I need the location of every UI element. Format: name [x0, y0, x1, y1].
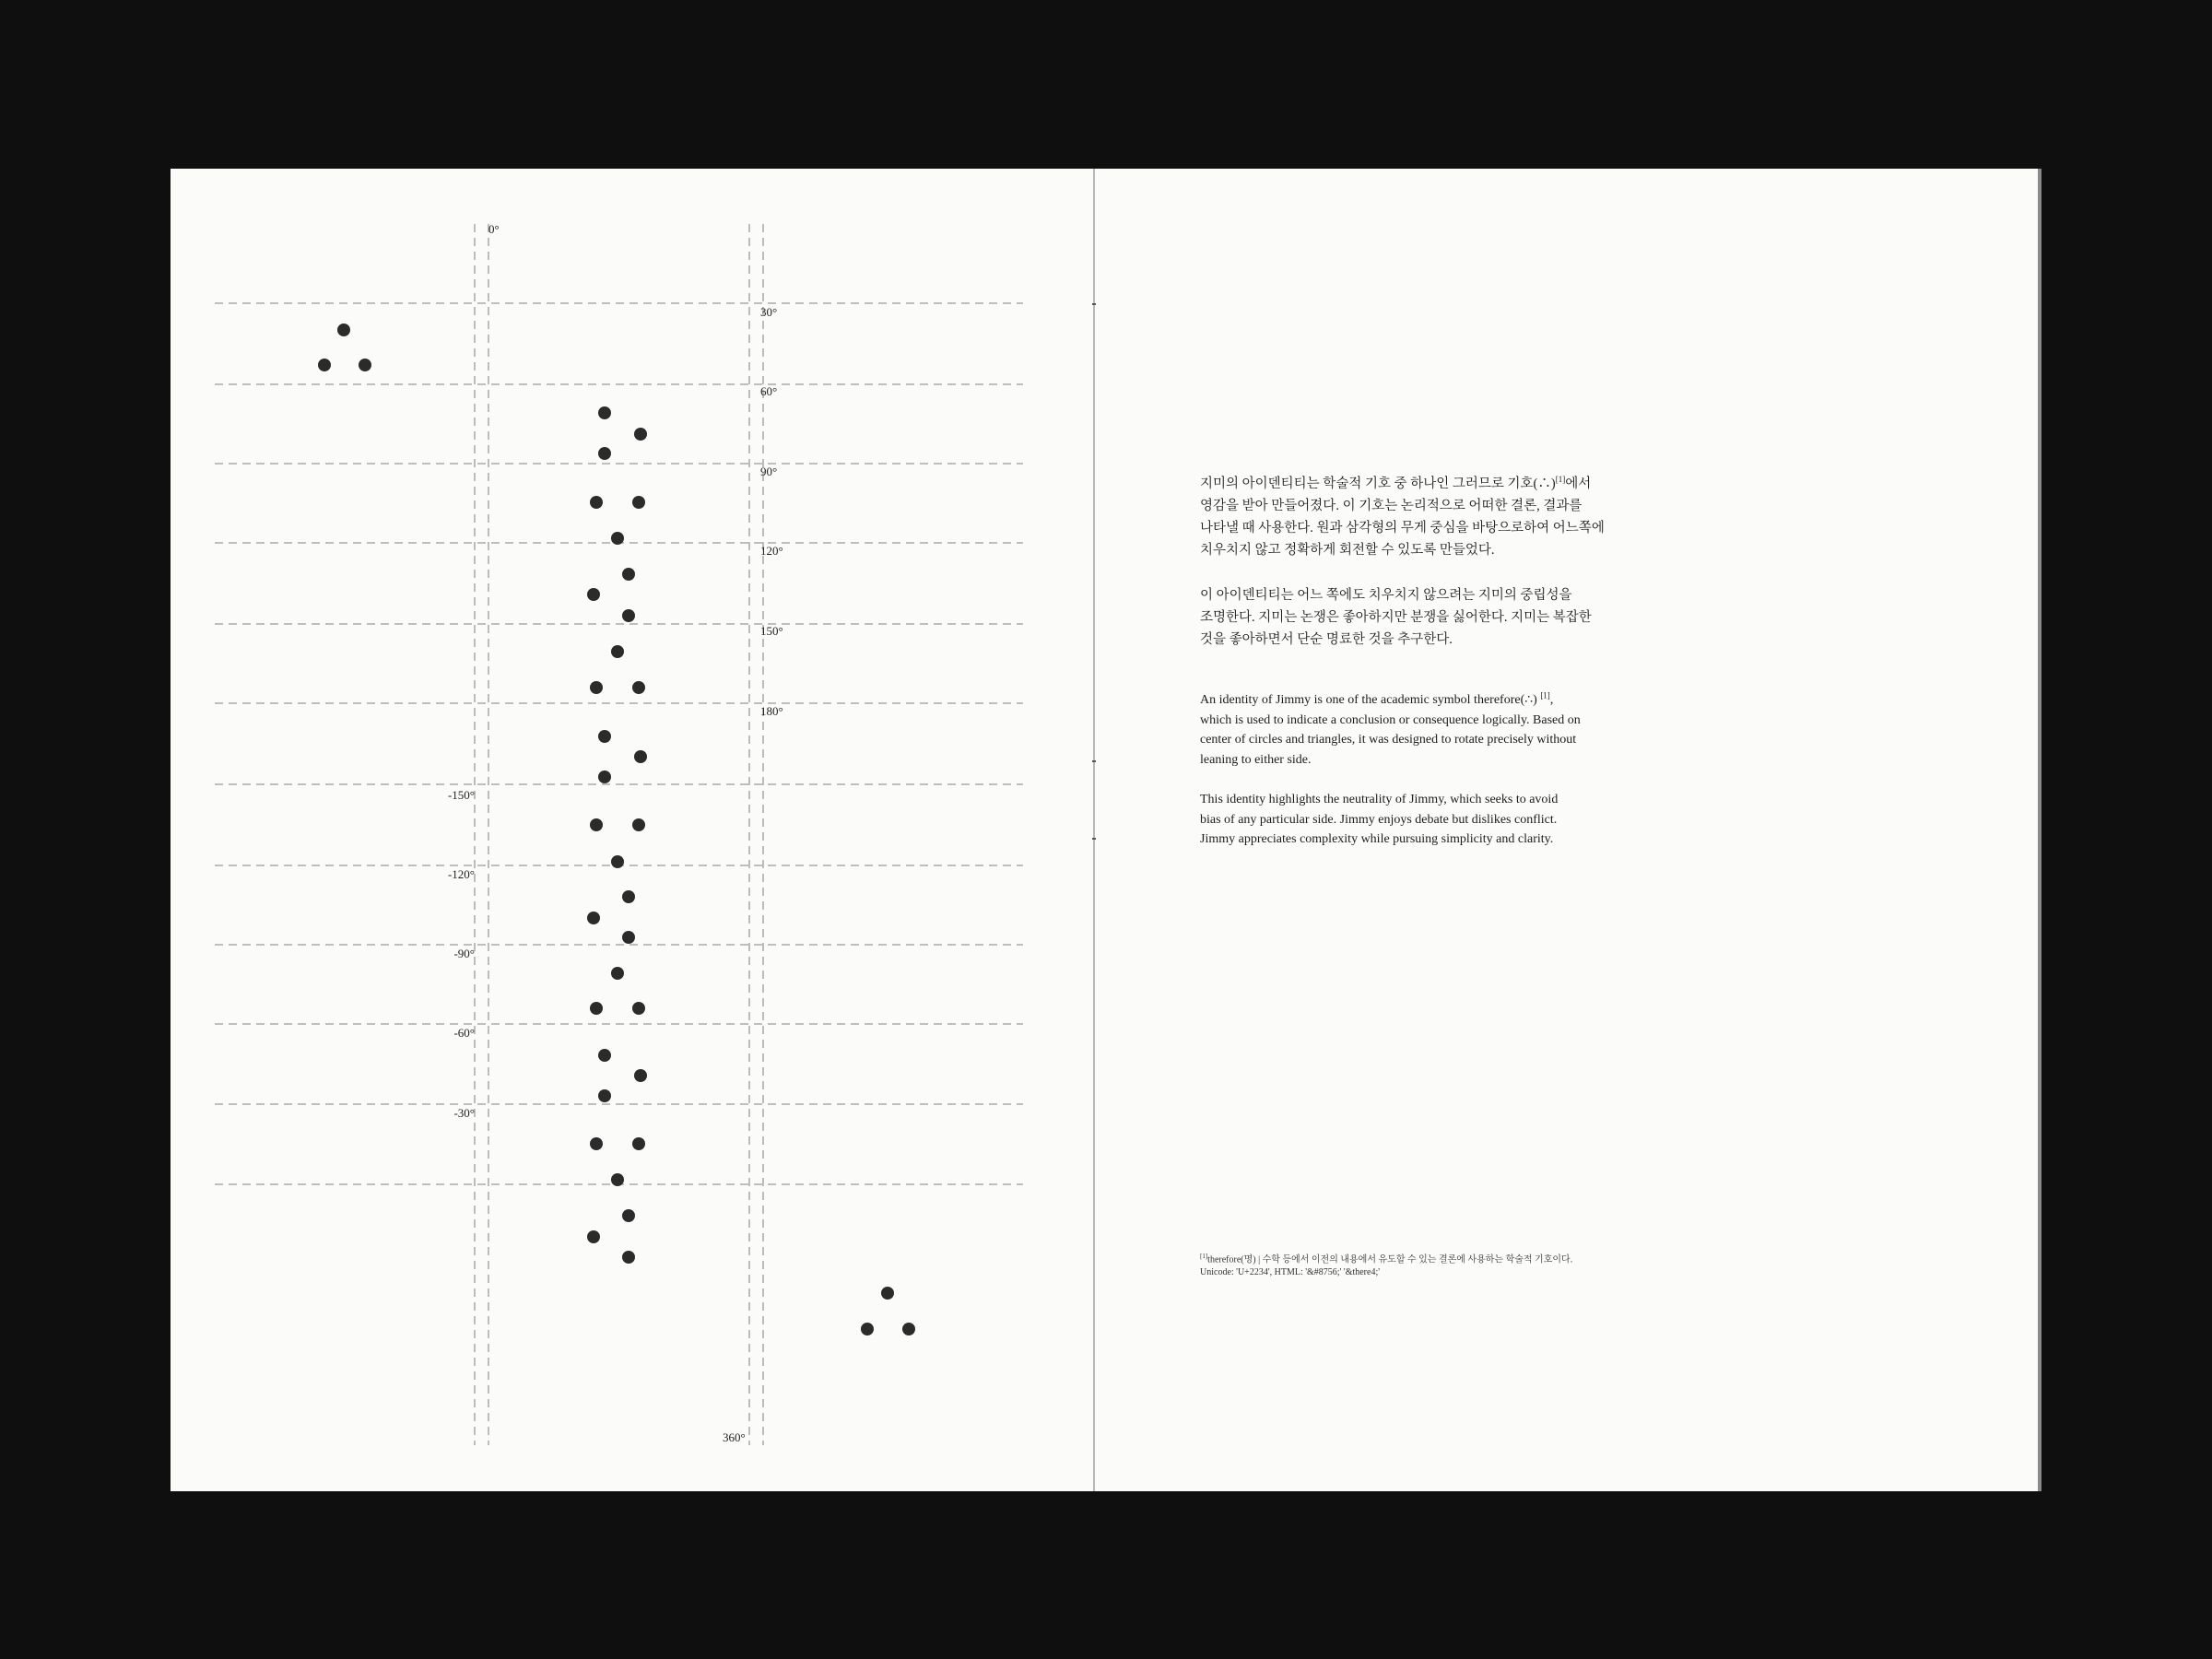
- rotation-diagram: [171, 169, 1092, 1491]
- text-line: bias of any particular side. Jimmy enjoys debate but dislikes conflict.: [1200, 812, 1558, 827]
- dot: [861, 1323, 874, 1335]
- dot: [598, 730, 611, 743]
- text-line: 지미의 아이덴티티는 학술적 기호 중 하나인 그러므로 기호(∴): [1200, 477, 1556, 491]
- label-bottom: 360°: [723, 1430, 746, 1444]
- angle-label: 180°: [760, 704, 783, 718]
- english-paragraph-2: [1200, 790, 1606, 850]
- dot: [587, 588, 600, 601]
- angle-label: -60°: [453, 1026, 475, 1040]
- dot: [318, 359, 331, 371]
- footnote-marker: [1]: [1200, 1253, 1208, 1260]
- text-line: 조명한다. 지미는 논쟁은 좋아하지만 분쟁을 싫어한다. 지미는 복잡한: [1200, 610, 1592, 625]
- book-spread: [171, 169, 2041, 1491]
- dot: [622, 890, 635, 903]
- dot: [611, 1173, 624, 1186]
- angle-label: -30°: [453, 1106, 475, 1120]
- dot: [622, 1251, 635, 1264]
- dot: [590, 1002, 603, 1015]
- dot: [598, 1089, 611, 1102]
- angle-label: 60°: [760, 384, 778, 398]
- dot: [632, 1002, 645, 1015]
- symbol-dots: [318, 324, 915, 1335]
- dot: [622, 568, 635, 581]
- footnote-line: therefore(명) | 수학 등에서 이전의 내용에서 유도할 수 있는 결론에 사용하는 학술적 기호이다.: [1207, 1254, 1573, 1265]
- dot: [598, 406, 611, 419]
- angle-label: 30°: [760, 305, 778, 319]
- text-line: 치우치지 않고 정확하게 회전할 수 있도록 만들었다.: [1200, 543, 1495, 558]
- angle-labels: [448, 222, 783, 1444]
- dot: [622, 609, 635, 622]
- angle-label: -120°: [447, 867, 475, 881]
- dot: [587, 1230, 600, 1243]
- footnote-ref: [1]: [1540, 690, 1550, 700]
- text-line: 에서: [1565, 477, 1592, 491]
- text-line: An identity of Jimmy is one of the academic symbol therefore(∴): [1200, 693, 1537, 707]
- dot: [590, 818, 603, 831]
- dot: [634, 750, 647, 763]
- dot: [590, 496, 603, 509]
- footnote-line: Unicode: 'U+2234', HTML: '&#8756;' '&there4;': [1200, 1267, 1381, 1278]
- text-line: leaning to either side.: [1200, 752, 1312, 767]
- dot: [622, 1209, 635, 1222]
- text-line: 영감을 받아 만들어졌다. 이 기호는 논리적으로 어떠한 결론, 결과를: [1200, 499, 1583, 513]
- dot: [611, 855, 624, 868]
- dot: [590, 681, 603, 694]
- dot: [598, 447, 611, 460]
- dot: [611, 645, 624, 658]
- dot: [632, 681, 645, 694]
- page-edge: [2038, 169, 2041, 1491]
- footnote: [1200, 1250, 1624, 1279]
- grid-lines: [215, 224, 1023, 1445]
- korean-paragraph-2: [1200, 584, 1606, 651]
- angle-label: 90°: [760, 465, 778, 478]
- angle-label: -150°: [447, 788, 475, 802]
- gutter-tick: [1092, 760, 1096, 762]
- english-paragraph-1: [1200, 690, 1606, 770]
- dot: [590, 1137, 603, 1150]
- dot: [598, 771, 611, 783]
- dot: [611, 967, 624, 980]
- dot: [611, 532, 624, 545]
- korean-paragraph-1: [1200, 473, 1606, 561]
- angle-label: 120°: [760, 544, 783, 558]
- dot: [622, 931, 635, 944]
- dot: [632, 496, 645, 509]
- gutter-tick: [1092, 838, 1096, 840]
- dot: [902, 1323, 915, 1335]
- dot: [632, 818, 645, 831]
- dot: [337, 324, 350, 336]
- dot: [634, 428, 647, 441]
- angle-label: 150°: [760, 624, 783, 638]
- angle-label: -90°: [453, 947, 475, 960]
- text-line: which is used to indicate a conclusion or consequence logically. Based on: [1200, 712, 1581, 727]
- gutter: [1093, 169, 1095, 1491]
- label-top: 0°: [488, 222, 500, 236]
- text-line: 나타낼 때 사용한다. 원과 삼각형의 무게 중심을 바탕으로하여 어느쪽에: [1200, 521, 1605, 535]
- dot: [359, 359, 371, 371]
- gutter-tick: [1092, 303, 1096, 305]
- text-line: 것을 좋아하면서 단순 명료한 것을 추구한다.: [1200, 632, 1453, 647]
- dot: [587, 912, 600, 924]
- dot: [881, 1287, 894, 1300]
- text-line: center of circles and triangles, it was designed to rotate precisely without: [1200, 733, 1577, 747]
- text-line: 이 아이덴티티는 어느 쪽에도 치우치지 않으려는 지미의 중립성을: [1200, 588, 1572, 603]
- dot: [634, 1069, 647, 1082]
- footnote-ref: [1]: [1555, 475, 1566, 485]
- dot: [632, 1137, 645, 1150]
- text-line: ,: [1549, 693, 1554, 707]
- dot: [598, 1049, 611, 1062]
- text-line: This identity highlights the neutrality of Jimmy, which seeks to avoid: [1200, 793, 1559, 806]
- text-line: Jimmy appreciates complexity while pursuing simplicity and clarity.: [1200, 832, 1554, 846]
